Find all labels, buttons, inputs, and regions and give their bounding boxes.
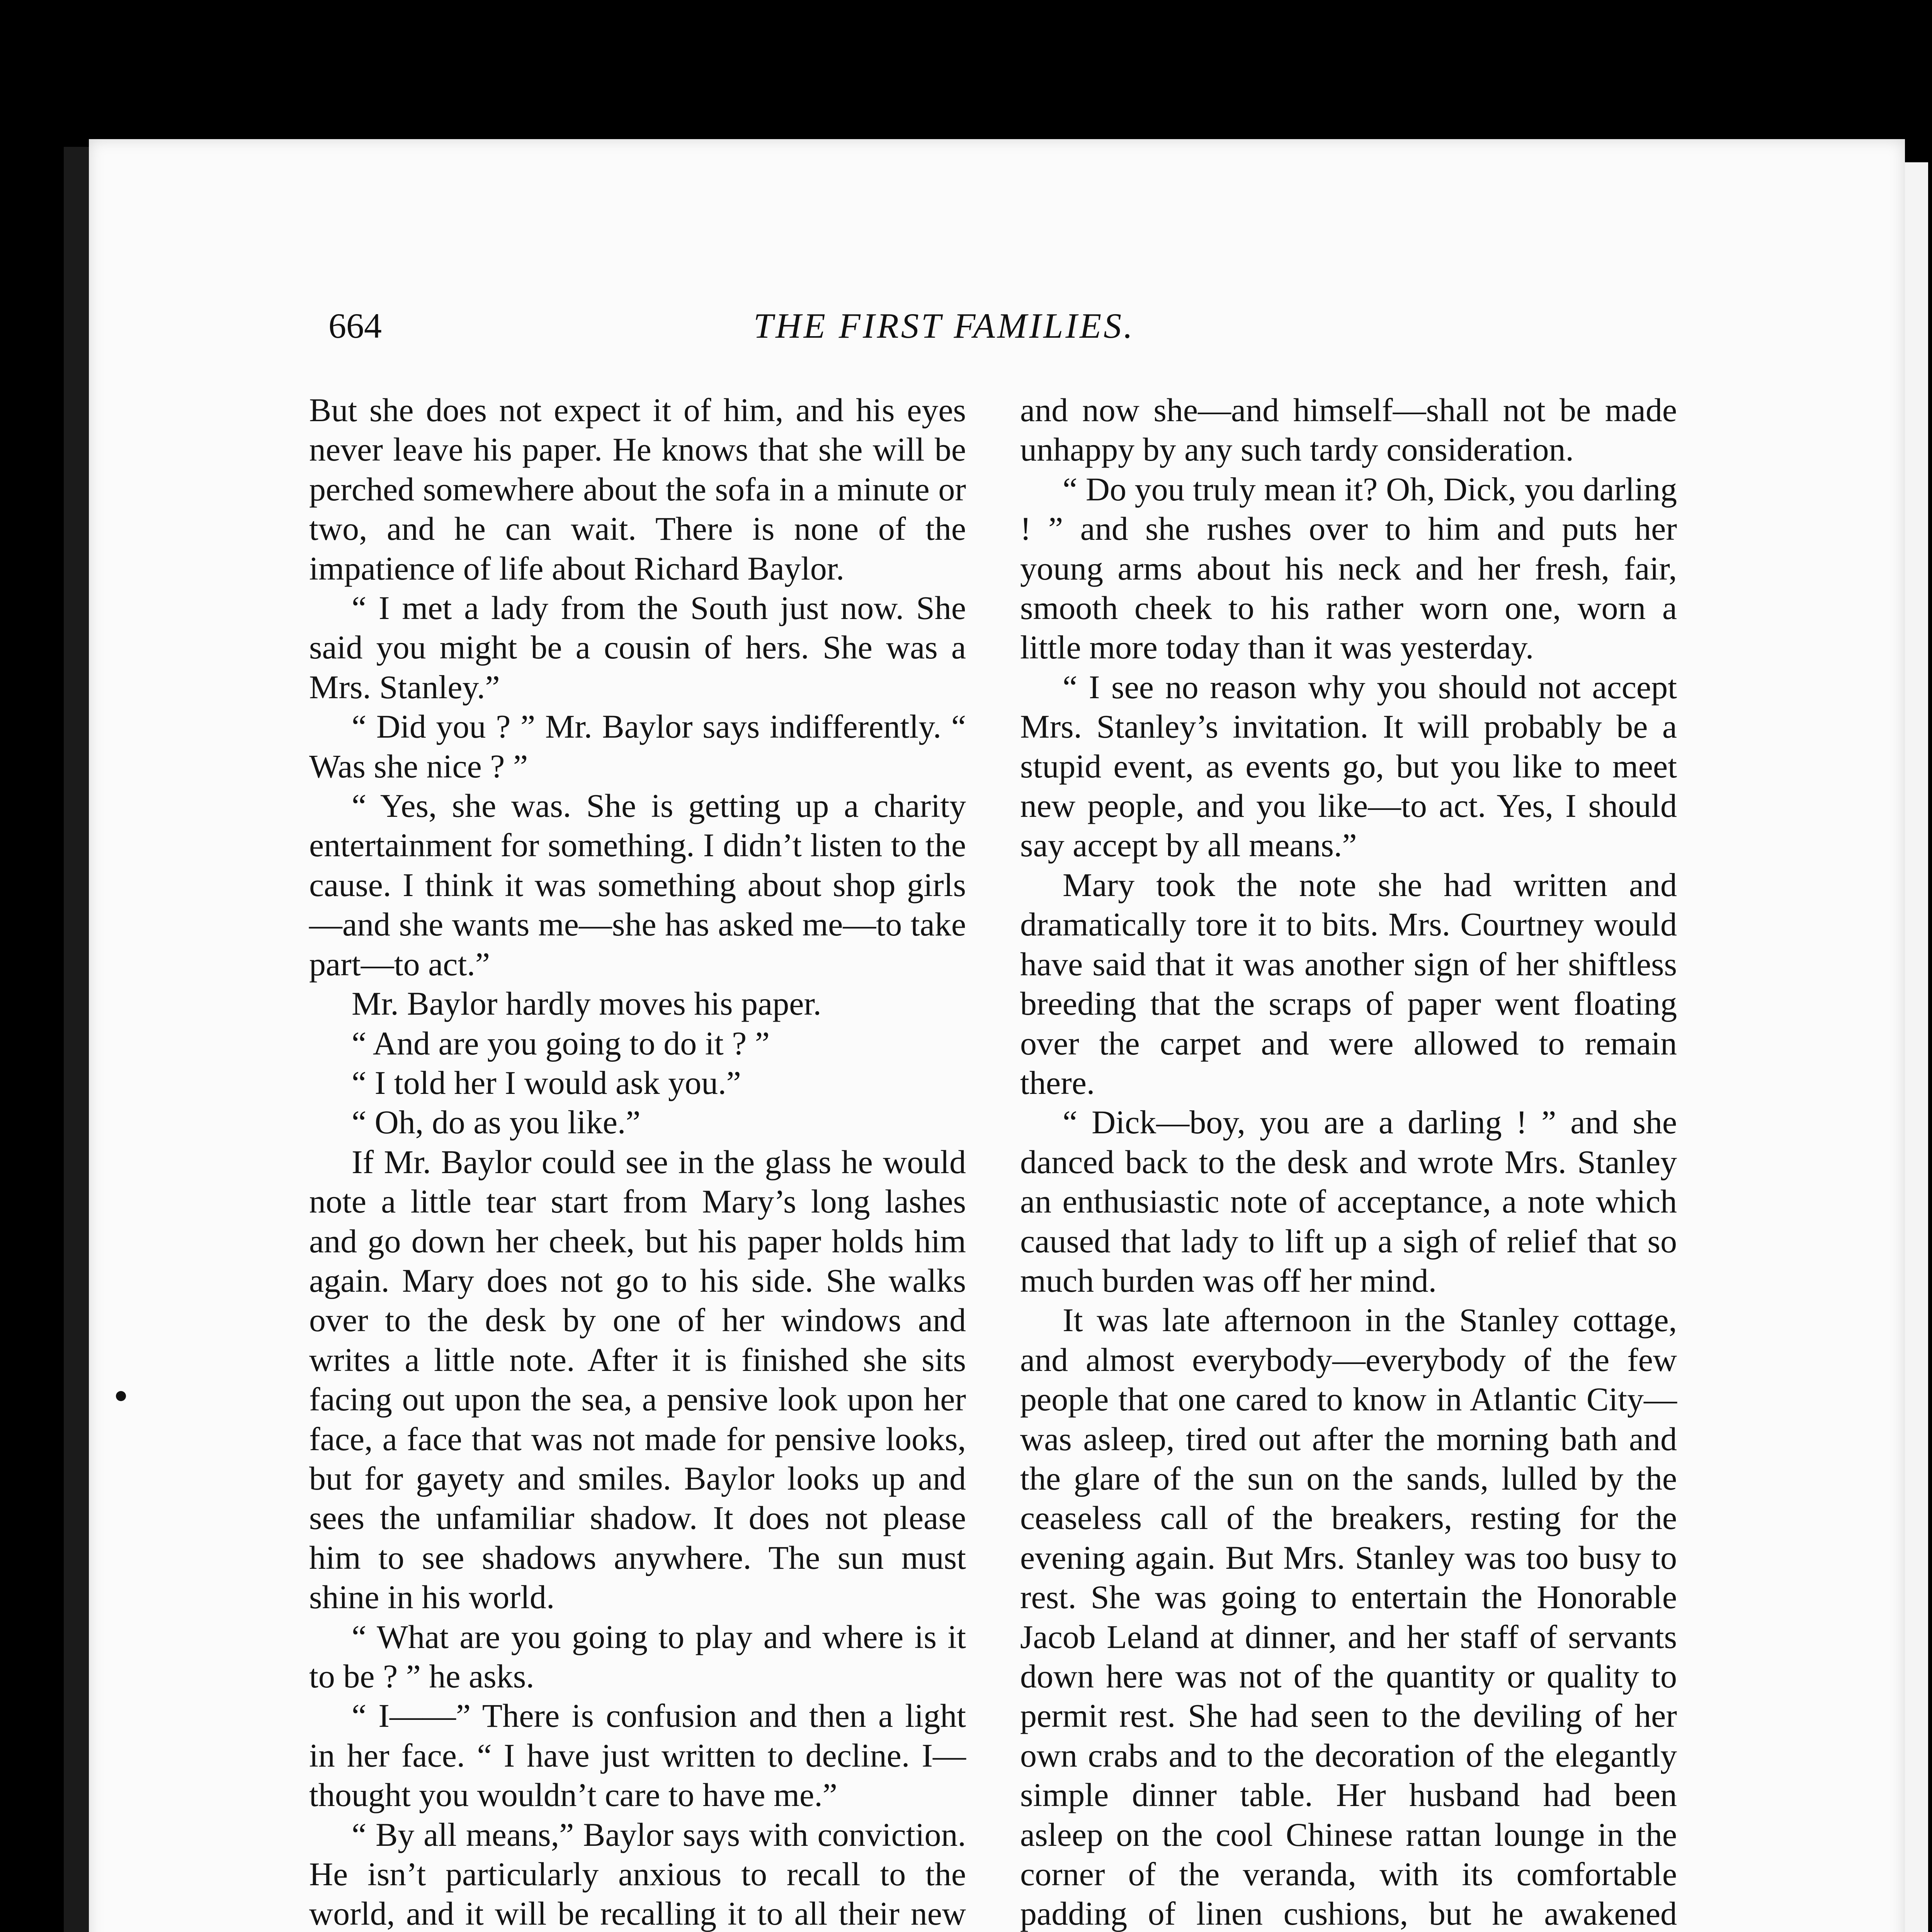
paragraph: “ Dick—boy, you are a darling ! ” and she danced back to the desk and wrote Mrs. Stanley an enthusiastic note of acceptance, a note which caused that lady to lift up a sigh of relief that so much burden was off her mind. <box>1020 1104 1677 1299</box>
page-binding-edge <box>64 147 91 1932</box>
right-column <box>1020 390 1677 1932</box>
paragraph: Mary took the note she had written and dramatically tore it to bits. Mrs. Courtney would have said that it was another sign of her shiftless breeding that the scraps of paper went floating over the carpet and were allowed to remain there. <box>1020 866 1677 1101</box>
margin-mark <box>116 1391 126 1401</box>
paragraph: “ Oh, do as you like.” <box>352 1104 641 1141</box>
paragraph: “ I met a lady from the South just now. She said you might be a cousin of hers. She was a Mrs. Stanley.” <box>309 589 966 706</box>
paragraph: Mr. Baylor hardly moves his paper. <box>352 985 821 1022</box>
left-column <box>309 390 966 1932</box>
paragraph: “ I told her I would ask you.” <box>352 1064 741 1101</box>
page-number: 664 <box>328 306 382 345</box>
paragraph: But she does not expect it of him, and his eyes never leave his paper. He knows that she will be perched somewhere about the sofa in a minute or two, and he can wait. There is none of the impatience of life about Richard Baylor. <box>309 391 966 587</box>
next-page-edge <box>1905 162 1928 1932</box>
paragraph: “ Do you truly mean it? Oh, Dick, you darling ! ” and she rushes over to him and puts her young arms about his neck and her fresh, fair, smooth cheek to his rather worn one, worn a little more today than it was yesterday. <box>1020 470 1677 666</box>
paragraph: “ What are you going to play and where is it to be ? ” he asks. <box>309 1618 966 1695</box>
paragraph: “ I——” There is confusion and then a light in her face. “ I have just written to decline. I—thought you wouldn’t care to have me.” <box>309 1697 966 1814</box>
paragraph: “ And are you going to do it ? ” <box>352 1024 770 1062</box>
paragraph: “ Did you ? ” Mr. Baylor says indifferently. “ Was she nice ? ” <box>309 708 966 785</box>
paragraph: and now she—and himself—shall not be made unhappy by any such tardy consideration. <box>1020 391 1677 468</box>
running-title: THE FIRST FAMILIES. <box>753 306 1135 345</box>
paragraph: “ I see no reason why you should not accept Mrs. Stanley’s invitation. It will probably be a stupid event, as events go, but you like to meet new people, and you like—to act. Yes, I should say accept by all means.” <box>1020 668 1677 864</box>
paragraph: “ Yes, she was. She is getting up a charity entertainment for something. I didn’t listen to the cause. I think it was something about shop girls—and she wants me—she has asked me—to take part—to act.” <box>309 787 966 983</box>
running-head <box>328 305 1708 355</box>
paragraph: “ By all means,” Baylor says with conviction. He isn’t particularly anxious to recall to the world, and it will be recalling it to all their new <box>309 1816 966 1932</box>
paragraph: It was late afternoon in the Stanley cottage, and almost everybody—everybody of the few people that one cared to know in Atlantic City—was asleep, tired out after the morning bath and the glare of the sun on the sands, lulled by the ceaseless call of the breakers, resting for the evening again. But Mrs. Stanley was too busy to rest. She was going to entertain the Honorable Jacob Leland at dinner, and her staff of servants down here was not of the quantity or quality to permit rest. She had seen to the deviling of her own crabs and to the decoration of the elegantly simple dinner table. Her husband had been asleep on the cool Chinese rattan lounge in the corner of the veranda, with its comfortable padding of linen cushions, but he awakened <box>1020 1301 1677 1932</box>
paragraph: If Mr. Baylor could see in the glass he would note a little tear start from Mary’s long lashes and go down her cheek, but his paper holds him again. Mary does not go to his side. She walks over to the desk by one of her windows and writes a little note. After it is finished she sits facing out upon the sea, a pensive look upon her face, a face that was not made for pensive looks, but for gayety and smiles. Baylor looks up and sees the unfamiliar shadow. It does not please him to see shadows anywhere. The sun must shine in his world. <box>309 1143 966 1616</box>
